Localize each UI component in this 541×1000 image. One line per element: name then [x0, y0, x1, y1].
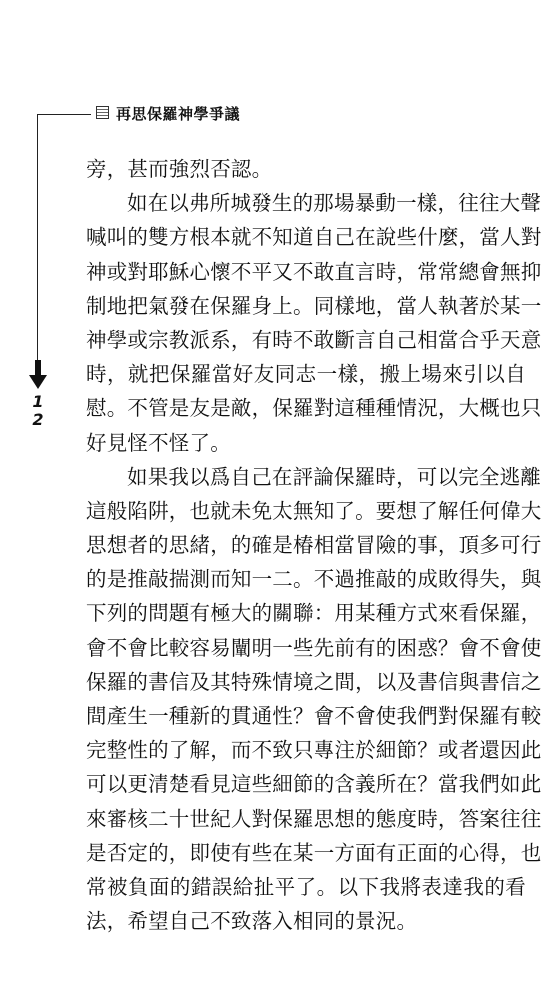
text-line: 如果我以爲自己在評論保羅時，可以完全逃離 [127, 464, 541, 489]
header-rule [37, 114, 91, 115]
page-number [30, 393, 46, 429]
page-number-digit: 2 [32, 410, 44, 429]
text-line: 常被負面的錯誤給扯平了。以下我將表達我的看 [86, 874, 526, 899]
text-line: 來審核二十世紀人對保羅思想的態度時，答案往往 [86, 806, 541, 831]
text-line: 是否定的，即使有些在某一方面有正面的心得，也 [86, 840, 541, 865]
text-line: 保羅的書信及其特殊情境之間，以及書信與書信之 [86, 669, 541, 694]
page-number-digit: 1 [32, 392, 44, 411]
text-line: 慰。不管是友是敵，保羅對這種種情況，大概也只 [86, 396, 541, 421]
text-line: 間產生一種新的貫通性？會不會使我們對保羅有較 [86, 704, 541, 728]
text-line: 好見怪不怪了。 [86, 430, 231, 455]
text-line: 這般陷阱，也就未免太無知了。要想了解任何偉大 [86, 498, 541, 523]
text-line: 旁，甚而強烈否認。 [86, 157, 273, 181]
down-arrow-icon [28, 360, 48, 390]
running-header-title: 再思保羅神學爭議 [116, 105, 241, 123]
header-square-ornament-icon [96, 106, 109, 119]
text-line: 神或對耶穌心懷不平又不敢直言時，常常總會無抑 [86, 259, 541, 284]
body-text [86, 152, 541, 938]
text-line: 可以更清楚看見這些細節的含義所在？當我們如此 [86, 772, 541, 797]
text-line: 時，就把保羅當好友同志一樣，搬上場來引以自 [86, 362, 526, 387]
text-line: 制地把氣發在保羅身上。同樣地，當人執著於某一 [86, 293, 541, 318]
text-line: 喊叫的雙方根本就不知道自己在說些什麼，當人對 [86, 225, 541, 250]
text-line: 如在以弗所城發生的那場暴動一樣，往往大聲 [127, 191, 541, 216]
text-line: 思想者的思緒，的確是椿相當冒險的事，頂多可行 [86, 533, 541, 558]
margin-vertical-rule [37, 114, 38, 360]
text-line: 神學或宗教派系，有時不敢斷言自己相當合乎天意 [86, 327, 541, 352]
text-line: 的是推敲揣測而知一二。不過推敲的成敗得失，與 [86, 567, 541, 592]
text-line: 會不會比較容易闡明一些先前有的困惑？會不會使 [86, 635, 541, 660]
text-line: 法，希望自己不致落入相同的景況。 [86, 909, 418, 934]
text-line: 下列的問題有極大的關聯：用某種方式來看保羅， [86, 601, 541, 626]
text-line: 完整性的了解，而不致只專注於細節？或者還因此 [86, 738, 541, 763]
